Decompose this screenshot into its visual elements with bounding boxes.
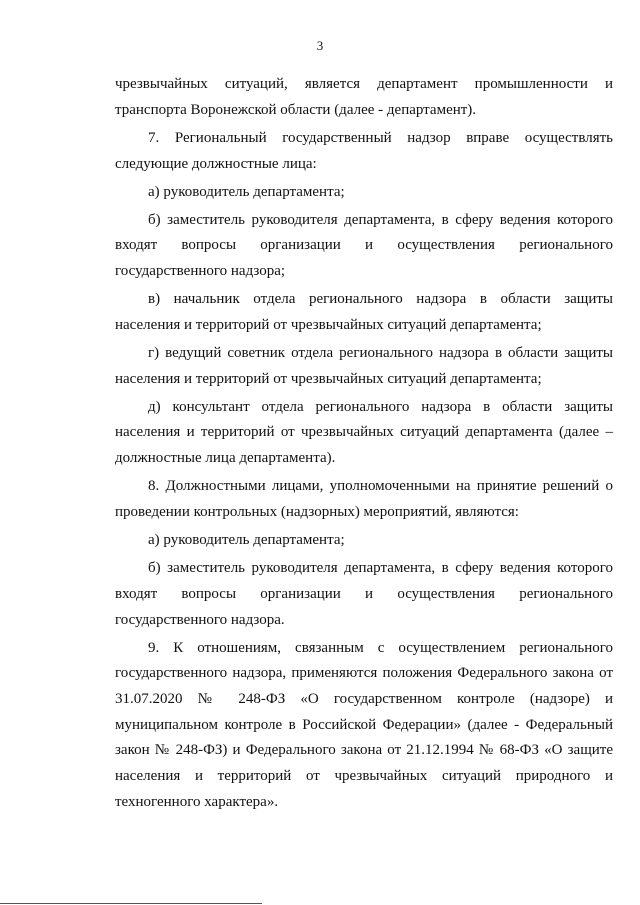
paragraph-item-7g: г) ведущий советник отдела регионального надзора в области защиты населения и территорий от чрезвычайных ситуаций департамента;	[115, 344, 613, 387]
paragraph-item-7a: а) руководитель департамента;	[148, 183, 345, 200]
page-number: 3	[316, 38, 324, 53]
paragraph-item-8b: б) заместитель руководителя департамента, в сферу ведения которого входят вопросы организации и осуществления регионального государственного надзора.	[115, 560, 613, 628]
paragraph-item-8a: а) руководитель департамента;	[148, 532, 345, 549]
document-body	[115, 72, 613, 818]
paragraph-continuation: чрезвычайных ситуаций, является департамент промышленности и транспорта Воронежской области (далее - департамент).	[115, 76, 613, 118]
paragraph-item-9: 9. К отношениям, связанным с осуществлением регионального государственного надзора, применяются положения Федерального закона от 31.07.2020 № 248-ФЗ «О государственном контроле (надзоре) и муниципальном контроле в Российской Федерации» (далее - Федеральный закон № 248-ФЗ) и Федерального закона от 21.12.1994 № 68-ФЗ «О защите населения и территорий от чрезвычайных ситуаций природного и техногенного характера».	[115, 639, 613, 810]
bottom-rule	[0, 903, 262, 904]
paragraph-item-7: 7. Региональный государственный надзор вправе осуществлять следующие должностные лица:	[115, 129, 613, 172]
paragraph-item-7b: б) заместитель руководителя департамента, в сферу ведения которого входят вопросы организации и осуществления регионального государственного надзора;	[115, 211, 613, 280]
paragraph-item-7v: в) начальник отдела регионального надзора в области защиты населения и территорий от чрезвычайных ситуаций департамента;	[115, 291, 613, 333]
paragraph-item-7d: д) консультант отдела регионального надзора в области защиты населения и территорий от чрезвычайных ситуаций департамента (далее – должностные лица департамента).	[115, 398, 613, 467]
paragraph-item-8: 8. Должностными лицами, уполномоченными на принятие решений о проведении контрольных (надзорных) мероприятий, являются:	[115, 478, 613, 520]
